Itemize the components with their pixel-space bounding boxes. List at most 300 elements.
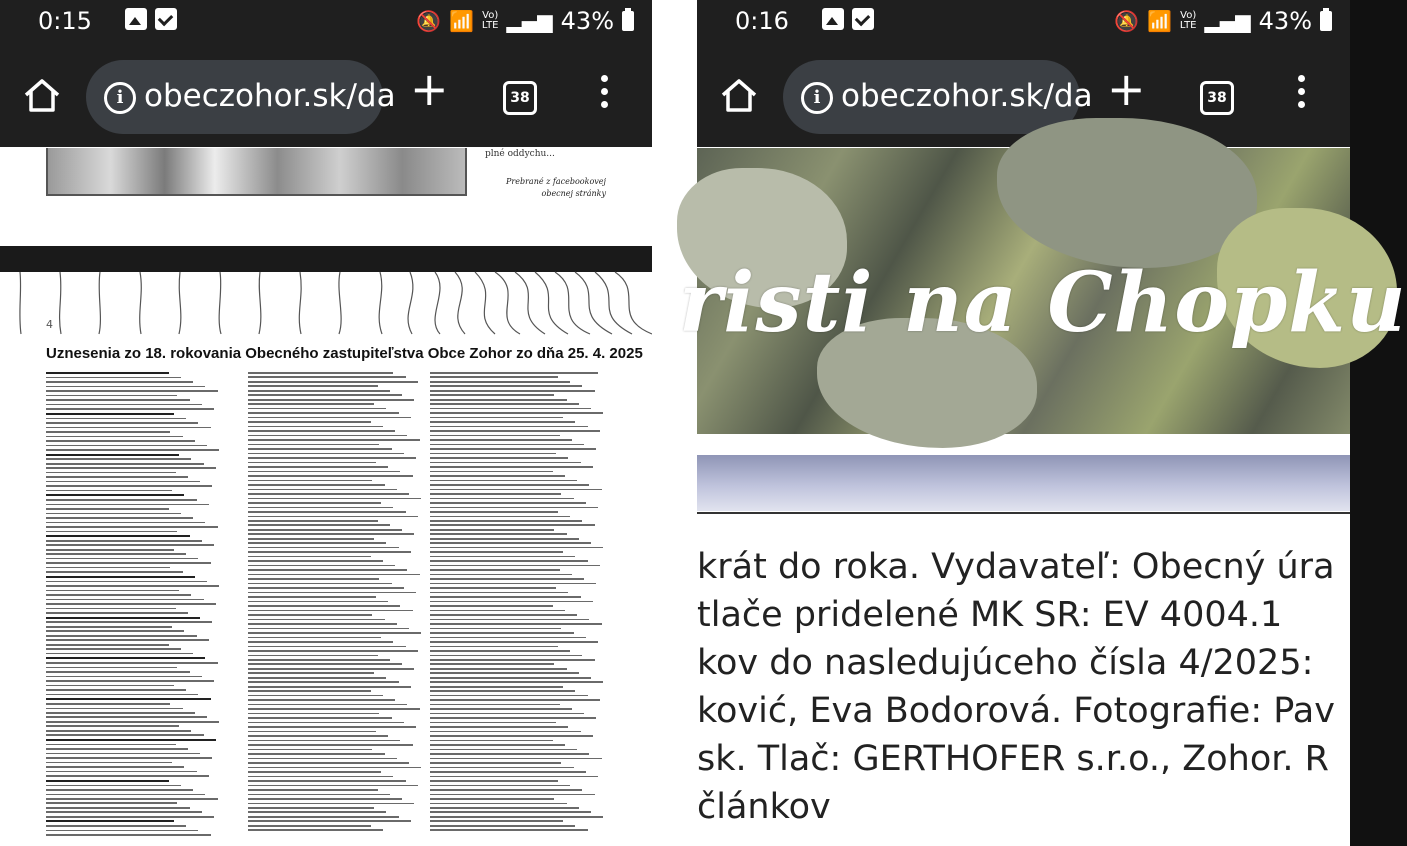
text-line — [430, 507, 598, 509]
text-line — [248, 789, 378, 791]
text-line — [46, 830, 198, 832]
text-line — [248, 816, 399, 818]
text-line — [430, 744, 565, 746]
text-line — [248, 466, 388, 468]
text-line — [430, 412, 603, 414]
url-text[interactable]: obeczohor.sk/da — [841, 78, 1093, 114]
text-line — [430, 758, 602, 760]
text-line — [430, 390, 595, 392]
text-line — [248, 498, 421, 500]
text-line — [430, 637, 586, 639]
text-line — [46, 680, 214, 682]
text-line — [430, 489, 602, 491]
text-line — [46, 386, 205, 388]
text-line — [430, 435, 560, 437]
text-line — [248, 708, 420, 710]
text-line — [46, 734, 204, 736]
text-line — [430, 753, 589, 755]
page-divider — [0, 246, 652, 272]
text-line — [46, 377, 181, 379]
text-line — [430, 623, 602, 625]
text-line — [430, 789, 582, 791]
text-line — [430, 493, 561, 495]
text-line — [430, 578, 584, 580]
text-line — [248, 565, 395, 567]
text-line — [248, 605, 400, 607]
text-line — [430, 731, 581, 733]
text-line — [248, 699, 395, 701]
text-line — [248, 619, 385, 621]
text-line — [248, 417, 411, 419]
text-line — [430, 547, 603, 549]
text-line — [430, 776, 598, 778]
text-line — [46, 603, 216, 605]
imprint-text — [697, 543, 1350, 831]
text-line — [248, 780, 406, 782]
text-line — [248, 592, 416, 594]
text-line — [46, 513, 181, 515]
text-line — [248, 803, 414, 805]
text-line — [46, 445, 207, 447]
text-line — [46, 531, 177, 533]
text-line — [430, 439, 572, 441]
text-line — [430, 672, 579, 674]
text-line — [46, 490, 172, 492]
text-line — [430, 516, 570, 518]
text-line — [46, 644, 169, 646]
wifi-icon: 📶 — [1146, 9, 1172, 33]
text-line — [46, 671, 190, 673]
text-line — [248, 785, 418, 787]
text-line — [46, 458, 191, 460]
text-column-2 — [248, 372, 423, 834]
text-line — [248, 717, 392, 719]
browser-toolbar — [0, 42, 652, 147]
text-line — [248, 794, 390, 796]
text-line — [46, 807, 190, 809]
wood-grain-decoration — [0, 272, 652, 334]
text-line — [248, 655, 378, 657]
check-notification-icon — [155, 8, 177, 30]
text-line — [430, 825, 575, 827]
more-menu-icon[interactable] — [601, 75, 609, 114]
status-bar — [0, 0, 652, 42]
text-line — [46, 635, 197, 637]
text-line — [430, 421, 575, 423]
imprint-line: ković, Eva Bodorová. Fotografie: Pav — [697, 691, 1335, 731]
text-line — [430, 767, 574, 769]
text-line — [248, 776, 393, 778]
text-line — [430, 798, 554, 800]
tab-switcher-button[interactable]: 38 — [503, 81, 537, 115]
text-line — [46, 472, 176, 474]
url-text[interactable]: obeczohor.sk/da — [144, 78, 396, 114]
text-line — [46, 712, 195, 714]
text-line — [248, 444, 379, 446]
text-line — [248, 502, 381, 504]
text-line — [46, 667, 177, 669]
text-line — [248, 637, 381, 639]
text-line — [248, 412, 399, 414]
text-line — [430, 502, 586, 504]
address-bar[interactable] — [86, 60, 396, 134]
mute-icon: 🔕 — [1114, 9, 1139, 33]
text-line — [46, 522, 205, 524]
text-line — [430, 829, 588, 831]
text-line — [46, 440, 195, 442]
text-line — [248, 735, 388, 737]
text-line — [430, 385, 582, 387]
text-line — [430, 596, 581, 598]
text-line — [248, 551, 411, 553]
text-line — [46, 689, 186, 691]
text-line — [430, 426, 588, 428]
text-line — [46, 581, 207, 583]
text-line — [430, 466, 593, 468]
text-line — [248, 681, 399, 683]
article-title: Uznesenia zo 18. rokovania Obecného zastupiteľstva Obce Zohor zo dňa 25. 4. 2025 — [46, 345, 643, 362]
new-tab-icon[interactable]: + — [1107, 62, 1146, 116]
text-line — [430, 646, 558, 648]
text-line — [248, 385, 378, 387]
text-line — [248, 381, 418, 383]
text-line — [248, 533, 414, 535]
text-line — [46, 621, 212, 623]
wifi-icon: 📶 — [448, 9, 474, 33]
hero-title: risti na Chopku — [679, 255, 1407, 351]
text-line — [430, 771, 586, 773]
text-line — [46, 657, 205, 659]
text-line — [430, 708, 572, 710]
tab-switcher-button[interactable]: 38 — [1200, 81, 1234, 115]
gallery-notification-icon — [822, 8, 844, 30]
text-column-3 — [430, 372, 605, 834]
signal-icon: ▂▄▆ — [1204, 9, 1251, 33]
text-line — [248, 601, 388, 603]
battery-percent: 43% — [560, 7, 614, 35]
text-line — [46, 427, 211, 429]
text-line — [248, 690, 371, 692]
address-bar[interactable] — [783, 60, 1093, 134]
text-line — [46, 653, 193, 655]
text-line — [430, 663, 554, 665]
text-line — [248, 807, 374, 809]
text-line — [430, 699, 600, 701]
text-line — [248, 471, 400, 473]
text-line — [248, 628, 409, 630]
text-line — [248, 650, 418, 652]
text-line — [248, 677, 386, 679]
text-line — [248, 668, 414, 670]
text-line — [430, 574, 572, 576]
text-line — [430, 448, 596, 450]
text-line — [248, 560, 383, 562]
text-line — [430, 381, 570, 383]
text-line — [248, 480, 372, 482]
text-line — [430, 713, 584, 715]
text-line — [46, 780, 169, 782]
text-line — [46, 617, 200, 619]
text-line — [46, 825, 186, 827]
text-line — [46, 608, 176, 610]
text-line — [248, 713, 379, 715]
text-line — [430, 453, 556, 455]
text-line — [248, 641, 393, 643]
text-line — [46, 716, 207, 718]
text-line — [46, 676, 202, 678]
text-line — [248, 547, 399, 549]
text-line — [248, 394, 402, 396]
text-line — [46, 463, 204, 465]
text-line — [46, 753, 200, 755]
text-line — [430, 556, 575, 558]
text-line — [430, 794, 595, 796]
text-line — [248, 403, 374, 405]
text-line — [46, 494, 184, 496]
text-line — [430, 542, 591, 544]
text-line — [248, 722, 404, 724]
text-line — [46, 517, 193, 519]
text-line — [46, 789, 193, 791]
text-line — [46, 662, 218, 664]
volte-icon: Vo) LTE — [1179, 10, 1197, 31]
text-line — [248, 632, 421, 634]
text-line — [430, 587, 556, 589]
text-line — [46, 449, 219, 451]
text-line — [46, 567, 170, 569]
text-line — [248, 744, 413, 746]
text-line — [430, 717, 596, 719]
text-line — [46, 694, 198, 696]
text-line — [248, 430, 395, 432]
home-icon[interactable] — [719, 77, 759, 113]
text-line — [248, 811, 386, 813]
text-line — [430, 399, 567, 401]
text-line — [46, 553, 186, 555]
check-notification-icon — [852, 8, 874, 30]
info-icon[interactable]: i — [801, 82, 833, 114]
text-line — [248, 439, 420, 441]
text-line — [248, 511, 406, 513]
text-line — [248, 372, 393, 374]
text-line — [46, 771, 197, 773]
text-line — [430, 722, 556, 724]
text-line — [46, 508, 169, 510]
text-line — [46, 816, 214, 818]
text-line — [248, 399, 414, 401]
text-line — [46, 413, 174, 415]
text-line — [430, 569, 560, 571]
text-line — [46, 802, 177, 804]
page-number: 4 — [46, 318, 53, 331]
text-line — [248, 820, 411, 822]
text-line — [46, 834, 211, 836]
text-line — [430, 376, 558, 378]
text-line — [248, 672, 374, 674]
text-line — [46, 685, 174, 687]
text-line — [248, 695, 383, 697]
more-menu-icon[interactable] — [1298, 75, 1306, 114]
text-line — [46, 626, 172, 628]
text-line — [46, 703, 170, 705]
text-line — [46, 612, 188, 614]
text-line — [248, 448, 392, 450]
text-line — [430, 394, 554, 396]
text-line — [46, 549, 174, 551]
text-line — [430, 690, 575, 692]
text-line — [430, 511, 558, 513]
text-line — [46, 744, 176, 746]
text-line — [46, 395, 177, 397]
text-line — [430, 430, 600, 432]
text-line — [248, 529, 402, 531]
text-line — [46, 594, 191, 596]
text-line — [46, 540, 202, 542]
article-photo — [46, 148, 467, 196]
imprint-line: článkov — [697, 787, 831, 827]
text-line — [430, 408, 591, 410]
text-line — [430, 372, 598, 374]
text-line — [248, 587, 404, 589]
text-line — [46, 418, 186, 420]
text-line — [430, 632, 574, 634]
text-line — [430, 520, 582, 522]
text-line — [46, 544, 214, 546]
text-line — [46, 590, 179, 592]
text-line — [46, 562, 211, 564]
text-line — [430, 780, 558, 782]
text-line — [430, 480, 577, 482]
text-line — [248, 462, 376, 464]
text-line — [46, 721, 219, 723]
text-line — [46, 585, 219, 587]
text-line — [248, 376, 406, 378]
text-line — [430, 614, 577, 616]
text-line — [248, 435, 407, 437]
signal-icon: ▂▄▆ — [506, 9, 553, 33]
text-line — [430, 565, 600, 567]
battery-percent: 43% — [1258, 7, 1312, 35]
screenshot-gutter — [652, 0, 697, 846]
text-line — [46, 757, 212, 759]
text-line — [430, 749, 577, 751]
text-column-1 — [46, 372, 221, 839]
text-line — [248, 520, 378, 522]
text-line — [46, 798, 218, 800]
text-line — [430, 605, 553, 607]
text-line — [248, 524, 390, 526]
text-line — [430, 655, 582, 657]
imprint-line: tlače pridelené MK SR: EV 4004.1 — [697, 595, 1283, 635]
imprint-line: sk. Tlač: GERTHOFER s.r.o., Zohor. R — [697, 739, 1329, 779]
text-line — [248, 493, 409, 495]
text-line — [248, 408, 386, 410]
text-line — [248, 771, 381, 773]
text-line — [248, 556, 371, 558]
text-line — [430, 704, 560, 706]
text-line — [46, 571, 183, 573]
text-line — [46, 504, 209, 506]
text-line — [46, 558, 198, 560]
imprint-line: kov do nasledujúceho čísla 4/2025: — [697, 643, 1314, 683]
text-line — [430, 650, 570, 652]
text-line — [430, 681, 603, 683]
text-line — [248, 663, 402, 665]
text-line — [430, 498, 574, 500]
text-line — [46, 454, 179, 456]
status-bar — [697, 0, 1350, 42]
decorative-strip — [697, 455, 1350, 511]
text-line — [46, 467, 216, 469]
text-line — [430, 659, 595, 661]
text-line — [430, 471, 553, 473]
text-line — [430, 735, 593, 737]
divider-line — [697, 512, 1350, 514]
text-line — [46, 431, 170, 433]
text-line — [248, 659, 390, 661]
text-line — [248, 516, 418, 518]
text-line — [248, 574, 420, 576]
text-line — [248, 542, 386, 544]
home-icon[interactable] — [22, 77, 62, 113]
text-line — [46, 576, 195, 578]
text-line — [248, 484, 385, 486]
text-line — [46, 399, 190, 401]
photo-caption: plné oddychu... — [485, 149, 555, 159]
text-line — [46, 648, 181, 650]
text-line — [46, 725, 179, 727]
text-line — [430, 628, 561, 630]
text-line — [430, 462, 581, 464]
text-line — [430, 695, 588, 697]
text-line — [248, 569, 407, 571]
text-line — [430, 668, 567, 670]
photo-source: Prebrané z facebookovej obecnej stránky — [506, 177, 606, 198]
text-line — [248, 421, 371, 423]
text-line — [46, 748, 188, 750]
status-time: 0:15 — [38, 7, 92, 35]
text-line — [46, 766, 184, 768]
new-tab-icon[interactable]: + — [410, 62, 449, 116]
text-line — [430, 592, 568, 594]
text-line — [248, 507, 393, 509]
text-line — [430, 475, 565, 477]
text-line — [46, 730, 191, 732]
left-screen — [0, 0, 652, 846]
text-line — [430, 785, 570, 787]
text-line — [248, 596, 376, 598]
text-line — [430, 524, 595, 526]
text-line — [46, 476, 188, 478]
gallery-notification-icon — [125, 8, 147, 30]
text-line — [248, 829, 383, 831]
text-line — [46, 526, 218, 528]
text-line — [430, 560, 588, 562]
status-time: 0:16 — [735, 7, 789, 35]
text-line — [248, 758, 397, 760]
text-line — [430, 529, 554, 531]
text-line — [430, 619, 589, 621]
text-line — [46, 762, 172, 764]
imprint-line: krát do roka. Vydavateľ: Obecný úra — [697, 547, 1335, 587]
battery-icon — [622, 11, 634, 31]
info-icon[interactable]: i — [104, 82, 136, 114]
text-line — [430, 551, 563, 553]
text-line — [430, 811, 591, 813]
text-line — [430, 457, 568, 459]
text-line — [46, 535, 190, 537]
text-line — [430, 740, 553, 742]
